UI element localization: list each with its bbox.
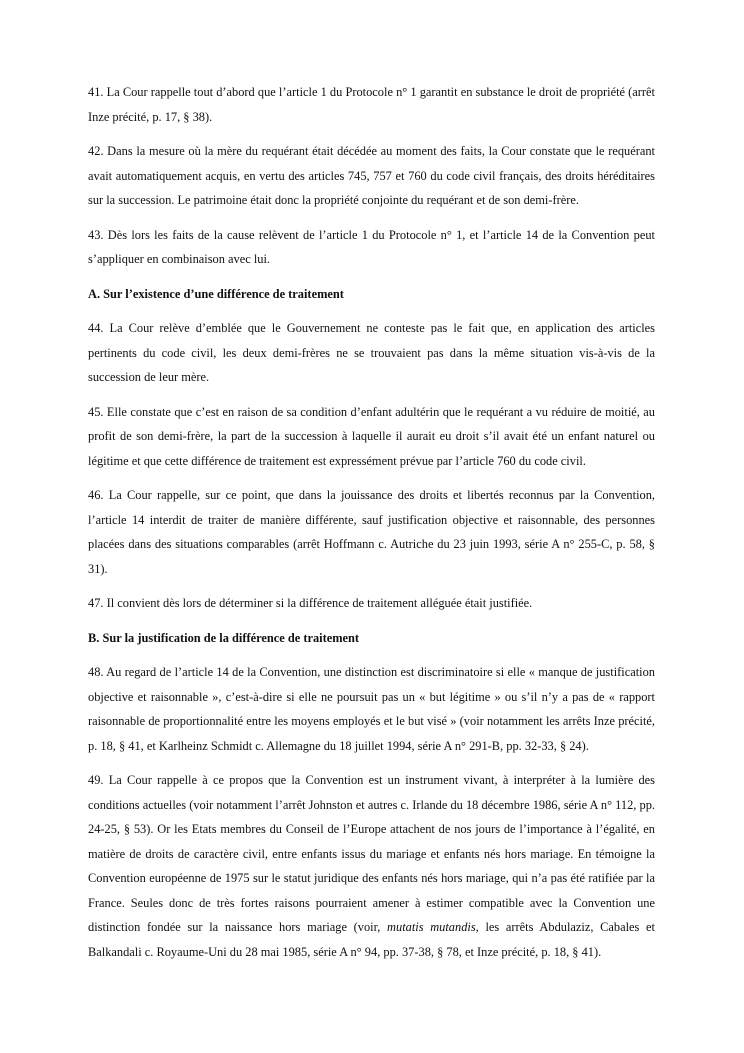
section-heading-a: A. Sur l’existence d’une différence de traitement [88, 286, 344, 301]
paragraph-45: 45. Elle constate que c’est en raison de sa condition d’enfant adultérin que le requérant a vu réduire de moitié, au profit de son demi-frère, la part de la succession à laquelle il aurait eu droit s’il avait été un enfant naturel ou légitime et que cette différence de traitement est expressément prévue par l’article 760 du code civil. [88, 404, 655, 468]
paragraph-46: 46. La Cour rappelle, sur ce point, que dans la jouissance des droits et libertés reconnus par la Convention, l’article 14 interdit de traiter de manière différente, sauf justification objective et raisonnable, des personnes placées dans des situations comparables (arrêt Hoffmann c. Autriche du 23 juin 1993, série A n° 255-C, p. 58, § 31). [88, 488, 655, 576]
document-page [88, 80, 655, 974]
paragraph-49-italic-phrase: mutatis mutandis [387, 920, 476, 934]
paragraph-43: 43. Dès lors les faits de la cause relèvent de l’article 1 du Protocole n° 1, et l’article 14 de la Convention peut s’appliquer en combinaison avec lui. [88, 227, 655, 266]
section-heading-b: B. Sur la justification de la différence de traitement [88, 630, 360, 645]
paragraph-42: 42. Dans la mesure où la mère du requérant était décédée au moment des faits, la Cour constate que le requérant avait automatiquement acquis, en vertu des articles 745, 757 et 760 du code civil français, des droits héréditaires sur la succession. Le patrimoine était donc la propriété conjointe du requérant et de son demi-frère. [88, 144, 655, 207]
paragraph-47: 47. Il convient dès lors de déterminer si la différence de traitement alléguée était justifiée. [88, 596, 533, 610]
paragraph-49-text-start: 49. La Cour rappelle à ce propos que la Convention est un instrument vivant, à interpréter à la lumière des conditions actuelles (voir notamment l’arrêt Johnston et autres c. Irlande du 18 décembre 1986, série A n° 112, pp. 24-25, § 53). Or les Etats membres du Conseil de l’Europe attachent de nos jours de l’importance à l’égalité, en matière de droits de caractère civil, entre enfants issus du mariage et enfants nés hors mariage. En témoigne la Convention européenne de 1975 sur le statut juridique des enfants nés hors mariage, qui n’a pas été ratifiée par la France. Seules donc de très fortes raisons pourraient amener à estimer compatible avec la Convention une distinction fondée sur la naissance hors mariage (voir, [88, 773, 655, 934]
paragraph-49 [88, 768, 655, 964]
paragraph-48: 48. Au regard de l’article 14 de la Convention, une distinction est discriminatoire si elle « manque de justification objective et raisonnable », c’est-à-dire si elle ne poursuit pas un « but légitime » ou s’il n’y a pas de « rapport raisonnable de proportionnalité entre les moyens employés et le but visé » (voir notamment les arrêts Inze précité, p. 18, § 41, et Karlheinz Schmidt c. Allemagne du 18 juillet 1994, série A n° 291-B, pp. 32-33, § 24). [88, 665, 655, 753]
paragraph-44: 44. La Cour relève d’emblée que le Gouvernement ne conteste pas le fait que, en application des articles pertinents du code civil, les deux demi-frères ne se trouvaient pas dans la même situation vis-à-vis de la succession de leur mère. [88, 321, 655, 384]
paragraph-49-text-end: , les arrêts Abdulaziz, Cabales et Balkandali c. Royaume-Uni du 28 mai 1985, série A n° 94, pp. 37-38, § 78, et Inze précité, p. 18, § 41). [88, 920, 655, 959]
paragraph-41: 41. La Cour rappelle tout d’abord que l’article 1 du Protocole n° 1 garantit en substance le droit de propriété (arrêt Inze précité, p. 17, § 38). [88, 85, 655, 124]
